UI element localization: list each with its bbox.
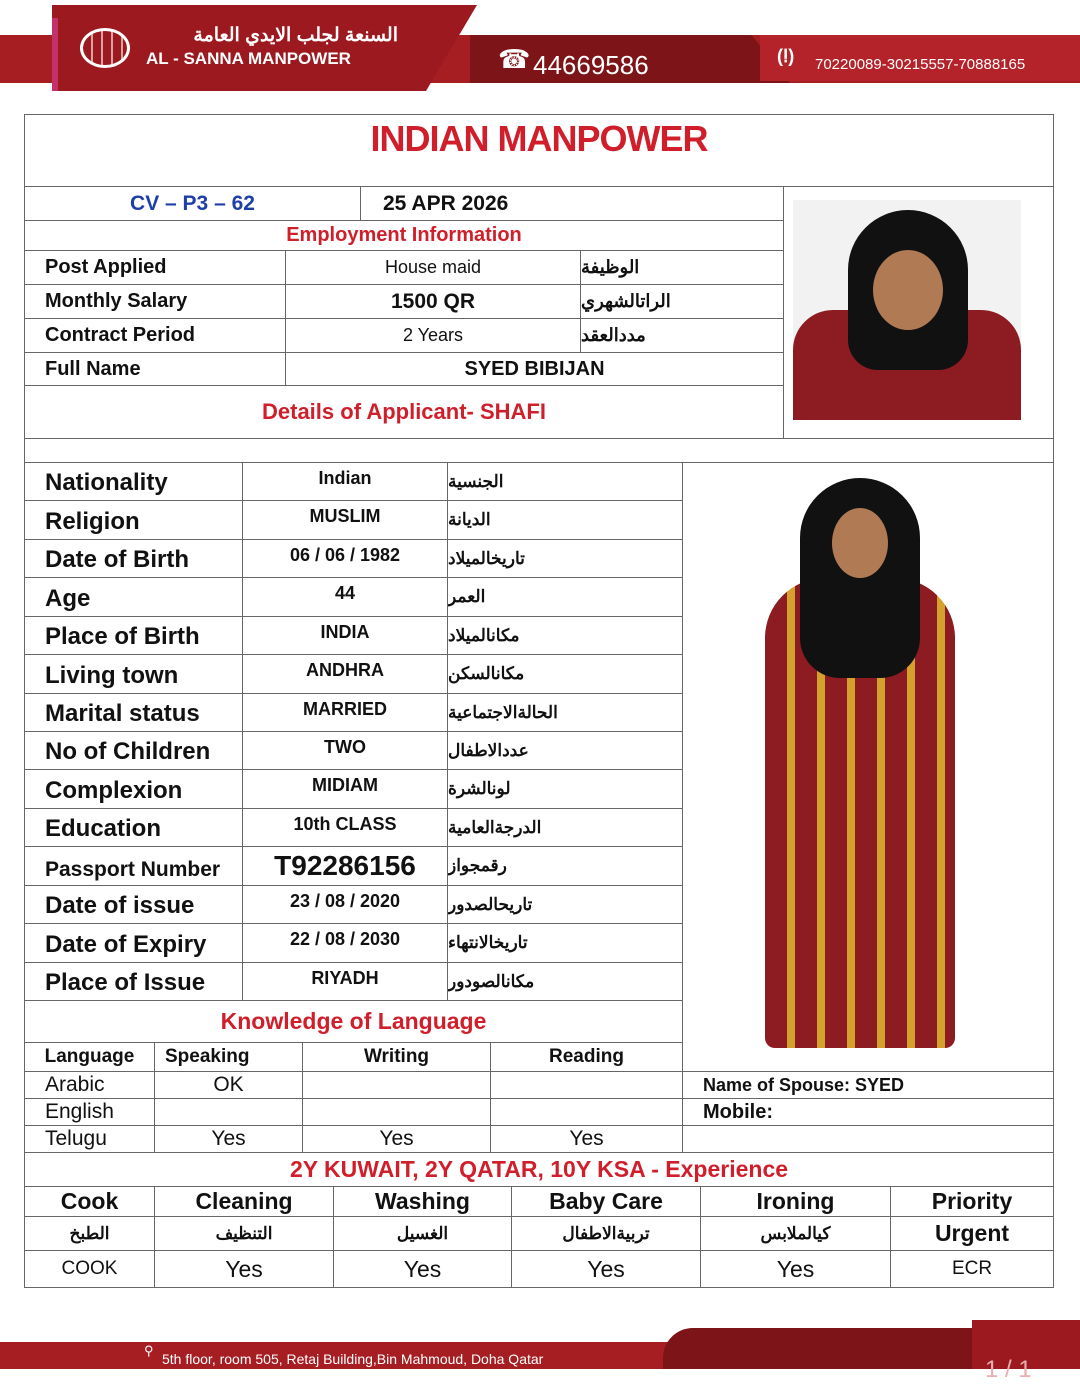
field-value: 10th CLASS [242, 808, 448, 847]
header-mobiles: 70220089-30215557-70888165 [815, 56, 1026, 73]
field-value: INDIA [242, 616, 448, 655]
skill-label-arabic: الطبخ [24, 1216, 155, 1251]
skill-header: Cleaning [154, 1186, 334, 1217]
page-number: 1 / 1 [985, 1356, 1032, 1383]
field-label: Complexion [24, 769, 243, 809]
language-cell [490, 1071, 683, 1099]
field-value: ANDHRA [242, 654, 448, 694]
language-column-header: Speaking [154, 1042, 303, 1072]
field-label-arabic: الحالةالاجتماعية [447, 693, 683, 732]
language-cell [154, 1098, 303, 1126]
skill-value: Yes [511, 1250, 701, 1288]
field-label-arabic: لونالشرة [447, 769, 683, 809]
skill-label-arabic: تربيةالاطفال [511, 1216, 701, 1251]
skill-value: COOK [24, 1250, 155, 1288]
field-label-arabic: رقمجواز [447, 846, 683, 886]
skill-label-arabic: Urgent [890, 1216, 1054, 1251]
language-cell: OK [154, 1071, 303, 1099]
field-label: Place of Birth [24, 616, 243, 655]
empty-cell [682, 1125, 1054, 1153]
skill-header: Priority [890, 1186, 1054, 1217]
field-value: Indian [242, 462, 448, 501]
field-label-arabic: تاريخالميلاد [447, 539, 683, 578]
language-cell: Yes [490, 1125, 683, 1153]
experience-heading: 2Y KUWAIT, 2Y QATAR, 10Y KSA - Experience [24, 1152, 1054, 1187]
field-value: 2 Years [285, 318, 581, 353]
field-label-arabic: تاريخالانتهاء [447, 923, 683, 963]
cv-date: 25 APR 2026 [360, 186, 784, 221]
skill-value: Yes [154, 1250, 334, 1288]
field-value: House maid [285, 250, 581, 285]
globe-logo-icon [80, 28, 130, 68]
field-label: Age [24, 577, 243, 617]
field-label-arabic: مكانالميلاد [447, 616, 683, 655]
header-accent [52, 18, 58, 91]
language-cell: Arabic [24, 1071, 155, 1099]
mobile-ring-icon: (ⵑ) [777, 46, 795, 66]
skill-value: ECR [890, 1250, 1054, 1288]
field-label-arabic: العمر [447, 577, 683, 617]
language-cell: Yes [302, 1125, 491, 1153]
field-label-arabic: الراتالشهري [580, 284, 784, 319]
language-column-header: Writing [302, 1042, 491, 1072]
skill-header: Ironing [700, 1186, 891, 1217]
spouse-name: Name of Spouse: SYED [682, 1071, 1054, 1099]
header-phone: 44669586 [533, 50, 649, 80]
language-column-header: Language [24, 1042, 155, 1072]
field-label: Nationality [24, 462, 243, 501]
field-label: Living town [24, 654, 243, 694]
field-label-arabic: مكانالسكن [447, 654, 683, 694]
field-label: Date of issue [24, 885, 243, 924]
field-label: Post Applied [24, 250, 286, 285]
footer-dark-block [663, 1328, 993, 1369]
field-label: Monthly Salary [24, 284, 286, 319]
skill-header: Washing [333, 1186, 512, 1217]
field-value: 06 / 06 / 1982 [242, 539, 448, 578]
field-label-arabic: الديانة [447, 500, 683, 540]
skill-value: Yes [700, 1250, 891, 1288]
field-label: Date of Birth [24, 539, 243, 578]
field-value: T92286156 [242, 846, 448, 886]
field-label: Full Name [24, 352, 286, 386]
telephone-icon: ☎ [498, 44, 531, 74]
field-value: 23 / 08 / 2020 [242, 885, 448, 924]
field-label: Education [24, 808, 243, 847]
language-column-header: Reading [490, 1042, 683, 1072]
field-label-arabic: مكانالصودور [447, 962, 683, 1001]
field-label: Passport Number [24, 846, 243, 886]
full-name: SYED BIBIJAN [285, 352, 784, 386]
field-label: No of Children [24, 731, 243, 770]
field-label-arabic: الوظيفة [580, 250, 784, 285]
skill-value: Yes [333, 1250, 512, 1288]
field-label-arabic: عددالاطفال [447, 731, 683, 770]
skill-header: Baby Care [511, 1186, 701, 1217]
field-label: Marital status [24, 693, 243, 732]
language-cell [302, 1098, 491, 1126]
spouse-mobile: Mobile: [682, 1098, 1054, 1126]
applicant-portrait-photo [793, 200, 1021, 420]
skill-label-arabic: كيالملابس [700, 1216, 891, 1251]
field-label-arabic: الجنسية [447, 462, 683, 501]
language-cell [302, 1071, 491, 1099]
field-label-arabic: تاريحالصدور [447, 885, 683, 924]
skill-label-arabic: الغسيل [333, 1216, 512, 1251]
field-value: MUSLIM [242, 500, 448, 540]
language-heading: Knowledge of Language [24, 1000, 683, 1043]
company-name-arabic: السنعة لجلب الايدي العامة [193, 25, 398, 46]
field-value: 22 / 08 / 2030 [242, 923, 448, 963]
skill-header: Cook [24, 1186, 155, 1217]
field-label: Contract Period [24, 318, 286, 353]
company-name: AL - SANNA MANPOWER [146, 49, 351, 68]
field-value: MARRIED [242, 693, 448, 732]
field-value: TWO [242, 731, 448, 770]
field-label: Date of Expiry [24, 923, 243, 963]
location-pin-icon: ⚲ [144, 1343, 154, 1358]
field-value: 44 [242, 577, 448, 617]
field-label-arabic: الدرجةالعامية [447, 808, 683, 847]
cv-code: CV – P3 – 62 [24, 186, 361, 221]
field-label: Place of Issue [24, 962, 243, 1001]
applicant-full-body-photo [740, 478, 980, 1058]
field-value: RIYADH [242, 962, 448, 1001]
skill-label-arabic: التنظيف [154, 1216, 334, 1251]
field-value: MIDIAM [242, 769, 448, 809]
field-value: 1500 QR [285, 284, 581, 319]
field-label: Religion [24, 500, 243, 540]
language-cell: Telugu [24, 1125, 155, 1153]
spacer-row [24, 438, 1054, 463]
details-heading: Details of Applicant- SHAFI [24, 385, 784, 439]
language-cell: Yes [154, 1125, 303, 1153]
field-label-arabic: مددالعقد [580, 318, 784, 353]
employment-heading: Employment Information [24, 220, 784, 251]
footer-address: 5th floor, room 505, Retaj Building,Bin Mahmoud, Doha Qatar [162, 1351, 544, 1367]
language-cell [490, 1098, 683, 1126]
page-title: INDIAN MANPOWER [370, 118, 708, 159]
language-cell: English [24, 1098, 155, 1126]
